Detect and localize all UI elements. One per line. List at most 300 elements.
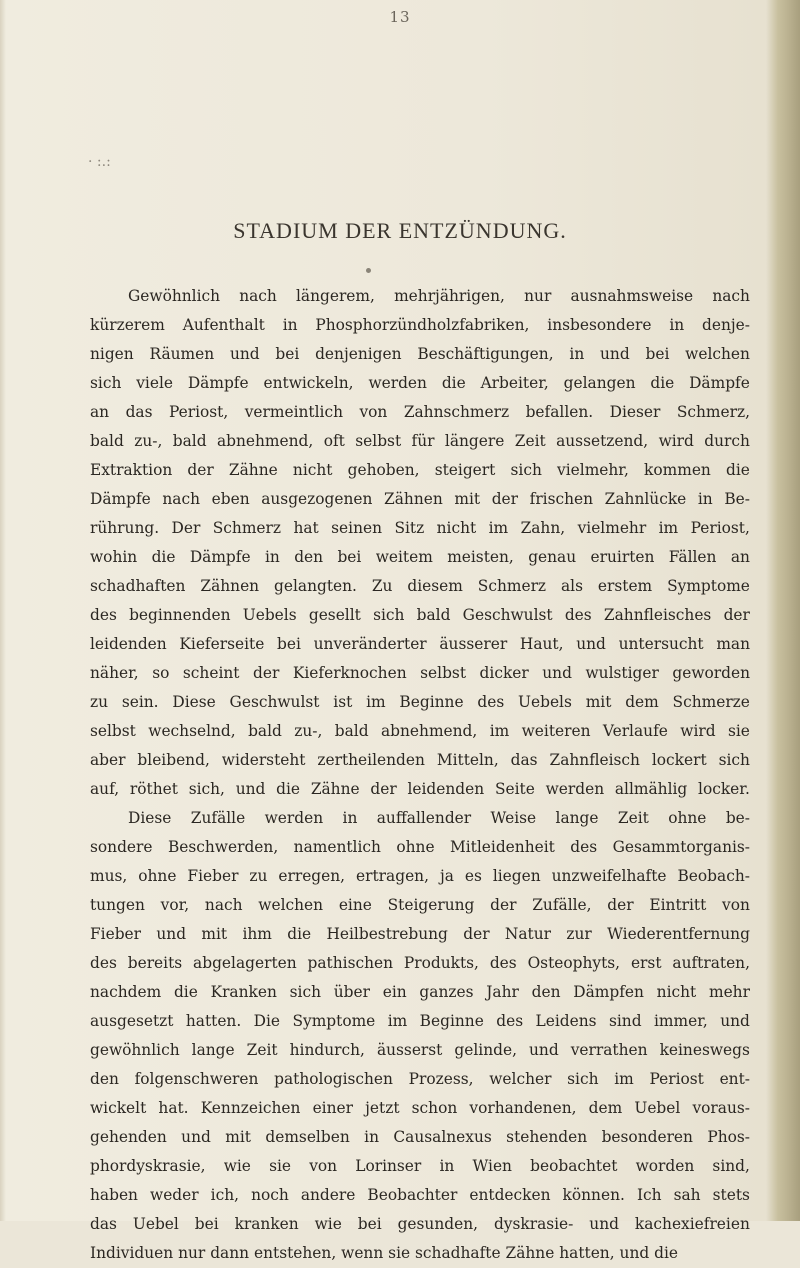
word: Steigerung: [387, 896, 475, 914]
word: röthet: [129, 780, 178, 798]
word: sie: [727, 722, 750, 740]
word: scheint: [182, 664, 240, 682]
text-line: [90, 746, 750, 775]
word: befallen.: [525, 403, 594, 421]
word: im: [488, 519, 509, 537]
word: folgenschweren: [134, 1070, 259, 1088]
word: Symptome: [292, 1012, 376, 1030]
word: der: [723, 606, 750, 624]
word: die: [151, 548, 176, 566]
word: sind: [608, 1012, 642, 1030]
word: zertheilenden: [317, 751, 425, 769]
word: weitem: [375, 548, 433, 566]
word: Zahnfleisch: [549, 751, 640, 769]
word: auftraten,: [672, 954, 750, 972]
word: keineswegs: [659, 1041, 750, 1059]
word: Zähnen: [384, 490, 443, 508]
word: kommen: [644, 461, 711, 479]
word: bald: [416, 606, 451, 624]
text-line: [90, 456, 750, 485]
text-line: [90, 1152, 750, 1181]
word: Wien: [472, 1157, 512, 1175]
word: Schmerze: [672, 693, 750, 711]
word: Zähnen: [200, 577, 260, 595]
word: wechselnd,: [148, 722, 236, 740]
word: im: [387, 1012, 408, 1030]
word: Zahnlücke: [604, 490, 687, 508]
word: sich: [510, 461, 542, 479]
word: Mitleidenheit: [450, 838, 555, 856]
word: und: [542, 664, 572, 682]
word: widersteht: [221, 751, 306, 769]
word: der: [253, 664, 280, 682]
word: in: [439, 1157, 455, 1175]
stray-mark: · :.:: [88, 154, 111, 170]
word: wird: [658, 432, 694, 450]
word: worden: [635, 1157, 695, 1175]
word: entstehen,: [253, 1244, 337, 1262]
word: ausgezogenen: [261, 490, 373, 508]
word: Zufälle,: [532, 896, 592, 914]
text-line: [90, 282, 750, 311]
word: und: [156, 925, 187, 943]
word: Beobach-: [677, 867, 750, 885]
word: auf,: [90, 780, 120, 798]
word: an: [90, 403, 110, 421]
word: des: [570, 838, 598, 856]
word: Beobachter: [367, 1186, 458, 1204]
word: und: [529, 1041, 559, 1059]
word: sie: [388, 1244, 411, 1262]
word: bei: [194, 1215, 219, 1233]
word: welchen: [685, 345, 750, 363]
word: allmählig: [614, 780, 688, 798]
word: zu-,: [134, 432, 163, 450]
word: das: [90, 1215, 117, 1233]
word: selbst: [90, 722, 136, 740]
word: Geschwulst: [229, 693, 320, 711]
word: einer: [312, 1099, 353, 1117]
text-line: [90, 775, 750, 804]
word: bei: [337, 548, 362, 566]
word: andere: [300, 1186, 356, 1204]
word: zu: [249, 867, 268, 885]
word: Kieferknochen: [292, 664, 407, 682]
word: sich: [567, 1070, 599, 1088]
word: bald: [248, 722, 282, 740]
word: selbst: [420, 664, 467, 682]
word: unzweifelhafte: [551, 867, 667, 885]
word: weiteren: [521, 722, 591, 740]
word: denje-: [702, 316, 750, 334]
word: in: [697, 490, 713, 508]
text-line: [90, 717, 750, 746]
word: Verlaufe: [602, 722, 668, 740]
word: zu-,: [294, 722, 323, 740]
word: sondere: [90, 838, 153, 856]
word: den: [90, 1070, 119, 1088]
word: im: [658, 519, 679, 537]
word: insbesondere: [547, 316, 652, 334]
word: von: [359, 403, 388, 421]
word: leidenden: [407, 780, 485, 798]
text-line: [90, 659, 750, 688]
word: beobachtet: [530, 1157, 618, 1175]
word: nigen: [90, 345, 134, 363]
word: bei: [645, 345, 670, 363]
word: mit: [225, 1128, 251, 1146]
word: Leidens: [535, 1012, 597, 1030]
word: vermeintlich: [244, 403, 343, 421]
text-line: [90, 949, 750, 978]
page-right-edge: [766, 0, 800, 1221]
word: wohin: [90, 548, 138, 566]
word: Haut,: [519, 635, 564, 653]
word: des: [90, 606, 117, 624]
word: im: [489, 722, 510, 740]
word: abnehmend,: [216, 432, 314, 450]
word: Symptome: [667, 577, 750, 595]
word: die: [650, 374, 675, 392]
word: die: [654, 1244, 679, 1262]
word: voraus-: [692, 1099, 750, 1117]
word: in: [569, 345, 585, 363]
word: hindurch,: [289, 1041, 365, 1059]
word: mit: [201, 925, 228, 943]
word: können.: [562, 1186, 625, 1204]
word: gelangten.: [274, 577, 357, 595]
word: an: [730, 548, 750, 566]
text-line: [90, 427, 750, 456]
word: kürzerem: [90, 316, 165, 334]
word: Dämpfen: [573, 983, 644, 1001]
word: der: [370, 780, 397, 798]
word: Dämpfe: [90, 490, 151, 508]
word: nach: [712, 287, 750, 305]
word: verrathen: [570, 1041, 648, 1059]
word: Prozess,: [408, 1070, 474, 1088]
word: gelinde,: [454, 1041, 517, 1059]
text-line: [90, 398, 750, 427]
word: Individuen: [90, 1244, 174, 1262]
word: längerem,: [295, 287, 375, 305]
word: man: [716, 635, 750, 653]
word: aussetzend,: [556, 432, 649, 450]
word: ohne: [668, 809, 707, 827]
word: Uebel: [132, 1215, 179, 1233]
word: für: [411, 432, 435, 450]
word: weder: [150, 1186, 199, 1204]
word: und: [720, 1012, 750, 1030]
word: die: [441, 374, 466, 392]
word: die: [287, 925, 312, 943]
text-line: [90, 1036, 750, 1065]
word: Lorinser: [355, 1157, 422, 1175]
text-line: [90, 804, 750, 833]
word: dem: [625, 693, 659, 711]
word: Kranken: [210, 983, 277, 1001]
word: mit: [585, 693, 612, 711]
text-line: [90, 1065, 750, 1094]
word: ist: [333, 693, 353, 711]
word: dicker: [479, 664, 529, 682]
text-line: [90, 1094, 750, 1123]
word: Zahn,: [520, 519, 566, 537]
word: Phosphorzündholzfabriken,: [315, 316, 530, 334]
word: des: [496, 1012, 524, 1030]
word: sich: [90, 374, 122, 392]
word: sich: [373, 606, 405, 624]
text-line: [90, 1181, 750, 1210]
word: Dämpfe: [189, 548, 251, 566]
word: Zeit: [617, 809, 649, 827]
word: mehrjährigen,: [394, 287, 505, 305]
word: äusserer: [439, 635, 508, 653]
word: dann: [210, 1244, 250, 1262]
word: sich: [718, 751, 750, 769]
word: steigert: [434, 461, 496, 479]
word: Causalnexus: [393, 1128, 492, 1146]
word: ich,: [210, 1186, 240, 1204]
text-line: [90, 485, 750, 514]
word: auffallender: [376, 809, 472, 827]
word: hat: [293, 519, 319, 537]
word: meisten,: [447, 548, 514, 566]
word: schadhaften: [90, 577, 186, 595]
word: Uebels: [518, 693, 572, 711]
word: Periost,: [690, 519, 750, 537]
word: phordyskrasie,: [90, 1157, 206, 1175]
word: bald: [334, 722, 369, 740]
word: wird: [680, 722, 716, 740]
word: noch: [251, 1186, 289, 1204]
word: genau: [528, 548, 577, 566]
word: in: [364, 1128, 379, 1146]
word: seinen: [331, 519, 383, 537]
word: Der: [171, 519, 201, 537]
text-line: [90, 920, 750, 949]
text-line: [90, 1239, 750, 1268]
word: nur: [524, 287, 552, 305]
word: Periost,: [168, 403, 229, 421]
word: denjenigen: [315, 345, 402, 363]
word: Räumen: [149, 345, 215, 363]
word: Dieser: [609, 403, 661, 421]
word: gesellt: [308, 606, 361, 624]
word: zur: [566, 925, 592, 943]
word: Beginne: [399, 693, 464, 711]
word: Schmerz: [477, 577, 547, 595]
word: und: [600, 345, 630, 363]
word: stehenden: [506, 1128, 588, 1146]
word: sie: [269, 1157, 292, 1175]
word: Be-: [724, 490, 750, 508]
word: hat.: [158, 1099, 189, 1117]
text-line: [90, 572, 750, 601]
word: locker.: [698, 780, 750, 798]
word: der: [187, 461, 214, 479]
word: wie: [223, 1157, 251, 1175]
word: schadhafte: [415, 1244, 501, 1262]
word: gesunden,: [397, 1215, 479, 1233]
text-line: [90, 311, 750, 340]
body-text: [90, 282, 750, 1268]
word: vielmehr,: [557, 461, 629, 479]
word: in: [342, 809, 358, 827]
word: Seite: [494, 780, 535, 798]
text-line: [90, 862, 750, 891]
word: den: [294, 548, 324, 566]
word: entdecken: [469, 1186, 551, 1204]
word: oft: [323, 432, 345, 450]
word: nach: [162, 490, 201, 508]
word: Phos-: [707, 1128, 750, 1146]
word: stets: [712, 1186, 750, 1204]
text-line: [90, 688, 750, 717]
word: Kennzeichen: [200, 1099, 301, 1117]
word: sein.: [121, 693, 159, 711]
word: unveränderter: [313, 635, 427, 653]
word: gehenden: [90, 1128, 167, 1146]
word: besonderen: [601, 1128, 693, 1146]
text-line: [90, 514, 750, 543]
word: Zähne: [310, 780, 360, 798]
word: selbst: [355, 432, 402, 450]
word: beginnenden: [129, 606, 231, 624]
word: nicht: [292, 461, 333, 479]
word: bei: [357, 1215, 382, 1233]
text-line: [90, 1210, 750, 1239]
word: gewöhnlich: [90, 1041, 180, 1059]
text-line: [90, 340, 750, 369]
word: das: [125, 403, 153, 421]
title-ornament: [366, 268, 371, 273]
word: Arbeiter,: [480, 374, 549, 392]
word: ja: [439, 867, 454, 885]
word: wenn: [341, 1244, 384, 1262]
word: und: [181, 1128, 211, 1146]
word: mehr: [708, 983, 750, 1001]
word: vorhandenen,: [469, 1099, 577, 1117]
word: Weise: [490, 809, 537, 827]
word: Dämpfe: [689, 374, 750, 392]
word: mus,: [90, 867, 128, 885]
word: in: [669, 316, 685, 334]
word: Heilbestrebung: [326, 925, 448, 943]
word: eben: [211, 490, 250, 508]
word: Zeit: [514, 432, 546, 450]
word: ihm: [242, 925, 272, 943]
word: demselben: [265, 1128, 350, 1146]
word: Osteophyts,: [527, 954, 621, 972]
word: ausnahmsweise: [570, 287, 694, 305]
word: eruirten: [590, 548, 655, 566]
word: der: [491, 490, 519, 508]
word: werden: [368, 374, 427, 392]
word: welchen: [258, 896, 324, 914]
word: vielmehr: [577, 519, 647, 537]
word: Mitteln,: [436, 751, 499, 769]
word: so: [152, 664, 170, 682]
word: immer,: [653, 1012, 708, 1030]
word: bei: [277, 635, 301, 653]
word: Diese: [172, 693, 216, 711]
word: bereits: [127, 954, 183, 972]
word: als: [560, 577, 583, 595]
word: abgelagerten: [193, 954, 297, 972]
word: ertragen,: [356, 867, 429, 885]
word: durch: [704, 432, 750, 450]
word: schon: [411, 1099, 458, 1117]
word: Uebels: [242, 606, 297, 624]
word: die: [173, 983, 198, 1001]
page-left-edge: [0, 0, 6, 1221]
word: Zufälle: [190, 809, 246, 827]
word: Schmerz,: [676, 403, 750, 421]
word: ein: [382, 983, 407, 1001]
word: des: [90, 954, 117, 972]
word: die: [726, 461, 750, 479]
word: Beginne: [419, 1012, 484, 1030]
word: Diese: [128, 809, 172, 827]
word: dem: [588, 1099, 623, 1117]
word: wickelt: [90, 1099, 147, 1117]
word: Zähne: [505, 1244, 555, 1262]
word: werden: [264, 809, 324, 827]
word: gehoben,: [347, 461, 420, 479]
word: über: [333, 983, 370, 1001]
word: ohne: [138, 867, 177, 885]
word: bleibend,: [137, 751, 210, 769]
word: leidenden: [90, 635, 167, 653]
word: entwickeln,: [263, 374, 354, 392]
word: wulstiger: [585, 664, 659, 682]
word: sich: [289, 983, 321, 1001]
word: jetzt: [365, 1099, 400, 1117]
word: Gesammtorganis-: [612, 838, 750, 856]
word: ohne: [396, 838, 435, 856]
word: Eintritt: [649, 896, 707, 914]
word: nachdem: [90, 983, 162, 1001]
word: Zu: [371, 577, 393, 595]
word: des: [477, 693, 505, 711]
word: äusserst: [376, 1041, 443, 1059]
word: sind,: [712, 1157, 750, 1175]
word: viele: [136, 374, 173, 392]
word: Aufenthalt: [182, 316, 265, 334]
word: von: [722, 896, 750, 914]
word: im: [366, 693, 386, 711]
word: Zähne: [228, 461, 278, 479]
word: nach: [239, 287, 277, 305]
word: namentlich: [293, 838, 381, 856]
word: diesem: [407, 577, 463, 595]
word: ausgesetzt: [90, 1012, 174, 1030]
word: längere: [444, 432, 505, 450]
text-line: [90, 601, 750, 630]
word: Kieferseite: [179, 635, 265, 653]
word: ganzes: [419, 983, 474, 1001]
word: vor,: [160, 896, 190, 914]
word: des: [564, 606, 592, 624]
word: Uebel: [634, 1099, 681, 1117]
word: rührung.: [90, 519, 160, 537]
word: Fieber: [187, 867, 239, 885]
word: Beschwerden,: [167, 838, 279, 856]
word: Periost: [649, 1070, 704, 1088]
word: von: [309, 1157, 338, 1175]
word: abnehmend,: [380, 722, 478, 740]
